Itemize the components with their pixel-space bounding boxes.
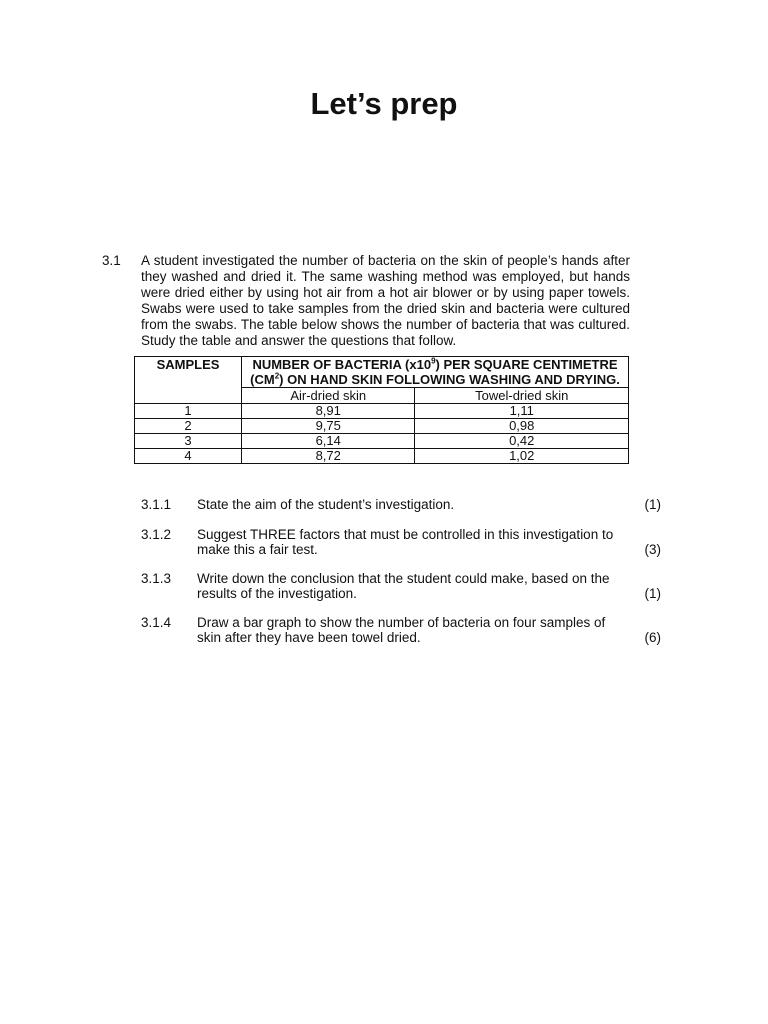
question-number: 3.1 — [102, 253, 121, 268]
cell-air-dried: 6,14 — [242, 434, 415, 449]
cell-sample: 4 — [135, 449, 242, 464]
table-row — [135, 434, 629, 449]
bacteria-table — [134, 356, 629, 464]
cell-sample: 3 — [135, 434, 242, 449]
subquestion-marks: (6) — [644, 630, 661, 645]
subquestion-marks: (1) — [644, 586, 661, 601]
header-text-1: NUMBER OF BACTERIA (x10 — [252, 357, 432, 372]
cell-air-dried: 8,91 — [242, 404, 415, 419]
cell-towel-dried: 1,11 — [415, 404, 629, 419]
header-superscript-1: 9 — [431, 356, 436, 366]
cell-sample: 2 — [135, 419, 242, 434]
column-header-towel-dried: Towel-dried skin — [415, 388, 629, 404]
table-row — [135, 449, 629, 464]
column-header-bacteria — [242, 357, 629, 388]
subquestion-marks: (3) — [644, 542, 661, 557]
header-text-2: ) PER SQUARE CENTIMETRE (CM — [250, 357, 618, 387]
subquestion-number: 3.1.3 — [141, 571, 172, 586]
subquestion-text: State the aim of the student’s investigation. — [197, 497, 455, 512]
header-text-3: ) ON HAND SKIN FOLLOWING WASHING AND DRYING. — [279, 372, 620, 387]
cell-towel-dried: 0,98 — [415, 419, 629, 434]
subquestion-number: 3.1.2 — [141, 527, 172, 542]
subquestion-marks: (1) — [644, 497, 661, 512]
cell-towel-dried: 1,02 — [415, 449, 629, 464]
column-header-air-dried: Air-dried skin — [242, 388, 415, 404]
column-header-samples: SAMPLES — [135, 357, 242, 404]
subquestion-text: Write down the conclusion that the student could make, based on the results of the investigation. — [197, 571, 610, 601]
cell-air-dried: 9,75 — [242, 419, 415, 434]
subquestion-number: 3.1.4 — [141, 615, 172, 630]
cell-towel-dried: 0,42 — [415, 434, 629, 449]
cell-sample: 1 — [135, 404, 242, 419]
question-intro: A student investigated the number of bacteria on the skin of people’s hands after they washed and dried it. The same washing method was employed, but hands were dried either by using hot air from a hot air blower or by using paper towels. Swabs were used to take samples from the dried skin and bacteria were cultured from the swabs. The table below shows the number of bacteria that was cultured. Study the table and answer the questions that follow. — [141, 253, 630, 348]
subquestion-text: Suggest THREE factors that must be controlled in this investigation to make this a fair test. — [197, 527, 614, 557]
cell-air-dried: 8,72 — [242, 449, 415, 464]
table-row — [135, 404, 629, 419]
header-superscript-2: 2 — [274, 371, 280, 381]
subquestion-number: 3.1.1 — [141, 497, 172, 512]
table-header-row — [135, 357, 629, 388]
page-title: Let’s prep — [310, 86, 458, 121]
table-row — [135, 419, 629, 434]
subquestion-text: Draw a bar graph to show the number of bacteria on four samples of skin after they have been towel dried. — [197, 615, 606, 645]
